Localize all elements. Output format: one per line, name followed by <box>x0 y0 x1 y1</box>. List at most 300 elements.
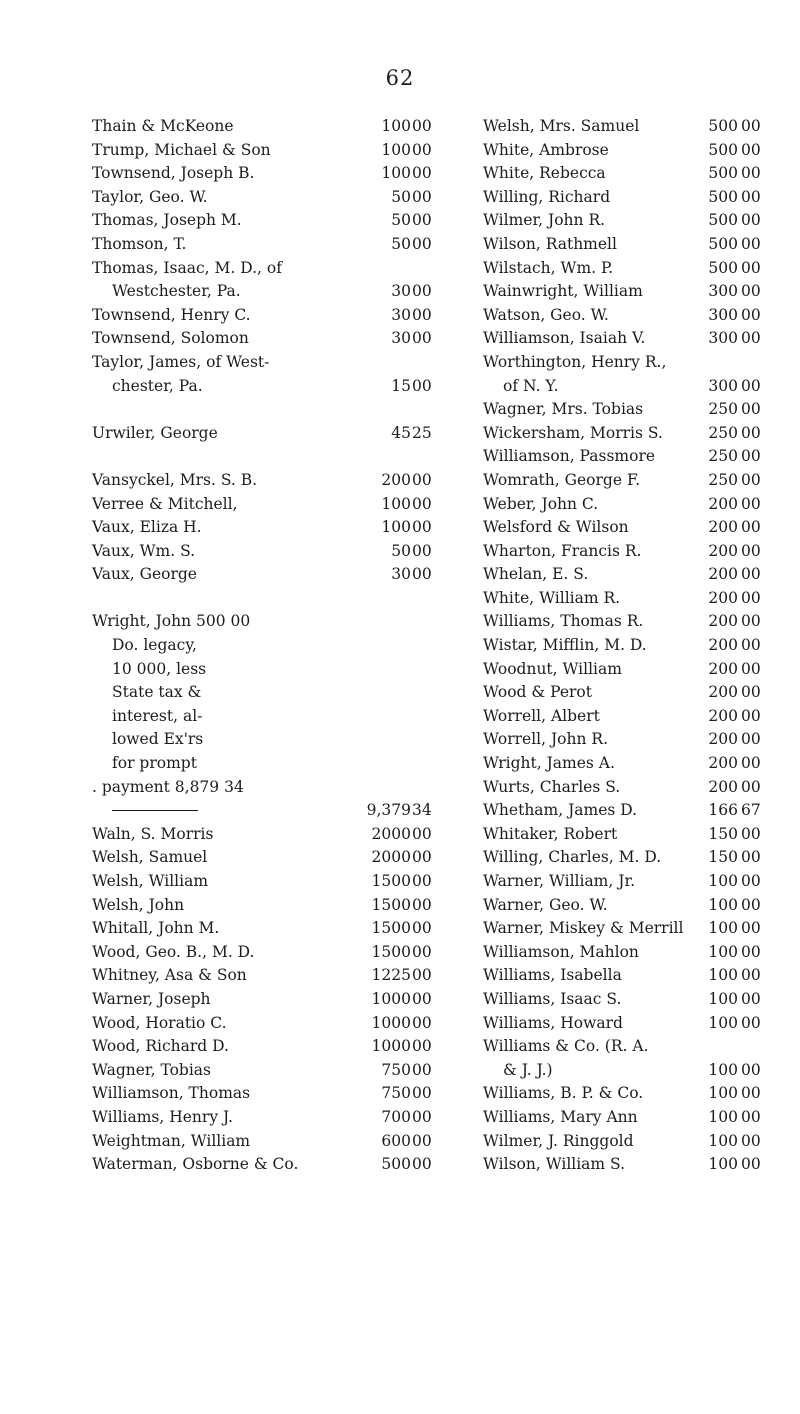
donor-name: Wagner, Mrs. Tobias <box>483 400 644 419</box>
list-item <box>483 658 768 682</box>
amount-cents: 00 <box>412 1013 432 1032</box>
list-item <box>483 1059 768 1083</box>
amount-cents: 00 <box>741 518 761 537</box>
donor-name: Warner, Geo. W. <box>483 895 608 914</box>
list-item <box>483 610 768 634</box>
amount-dollars: 1500 <box>371 919 411 938</box>
donor-name: Whitney, Asa & Son <box>92 966 247 985</box>
donor-name: Wharton, Francis R. <box>483 541 642 560</box>
list-item <box>483 186 768 210</box>
list-item <box>92 186 435 210</box>
amount-cents: 00 <box>412 824 432 843</box>
donor-name: Wilmer, John R. <box>483 211 606 230</box>
list-item <box>92 728 435 752</box>
amount-cents: 00 <box>741 164 761 183</box>
donor-name: Willing, Charles, M. D. <box>483 848 662 867</box>
donor-name: Welsh, Mrs. Samuel <box>483 117 640 135</box>
amount-cents: 25 <box>412 423 432 442</box>
amount-cents: 00 <box>412 140 432 159</box>
list-item <box>92 1106 435 1130</box>
amount-cents: 00 <box>412 966 432 985</box>
amount-dollars: 100 <box>708 989 738 1008</box>
amount-dollars: 50 <box>391 234 411 253</box>
list-item <box>483 516 768 540</box>
list-item <box>483 941 768 965</box>
amount-cents: 00 <box>741 659 761 678</box>
list-item <box>483 799 768 823</box>
list-item <box>92 1035 435 1059</box>
list-item <box>483 493 768 517</box>
amount-cents: 00 <box>741 258 761 277</box>
donor-name: interest, al- <box>112 706 203 725</box>
donor-name: Whelan, E. S. <box>483 565 589 584</box>
donor-name: Weber, John C. <box>483 494 599 513</box>
amount-dollars: 200 <box>708 518 738 537</box>
amount-cents: 00 <box>412 117 432 135</box>
amount-dollars: 300 <box>708 329 738 348</box>
donor-name: Watson, Geo. W. <box>483 305 609 324</box>
amount-dollars: 150 <box>708 824 738 843</box>
amount-cents: 00 <box>741 565 761 584</box>
list-item <box>92 1130 435 1154</box>
amount-dollars: 100 <box>381 140 411 159</box>
donor-name: Williamson, Passmore <box>483 447 656 466</box>
donor-name: Welsh, William <box>92 872 209 890</box>
amount-dollars: 1225 <box>371 966 411 985</box>
donor-name: Townsend, Henry C. <box>92 305 251 324</box>
page-number: 62 <box>385 66 415 90</box>
amount-cents: 00 <box>412 565 432 584</box>
amount-dollars: 300 <box>708 305 738 324</box>
list-item <box>92 894 435 918</box>
amount-cents: 00 <box>741 541 761 560</box>
amount-dollars: 30 <box>391 565 411 584</box>
amount-cents: 00 <box>412 1107 432 1126</box>
list-item <box>92 1012 435 1036</box>
amount-cents: 00 <box>412 234 432 253</box>
donor-name: Thain & McKeone <box>92 117 234 135</box>
list-item <box>92 705 435 729</box>
list-item <box>483 162 768 186</box>
donor-name: Wurts, Charles S. <box>483 777 621 796</box>
donor-name: Worthington, Henry R., <box>483 352 667 371</box>
donor-name: chester, Pa. <box>112 376 203 395</box>
list-item <box>92 634 435 658</box>
amount-cents: 00 <box>741 1060 761 1079</box>
list-item <box>92 917 435 941</box>
amount-dollars: 500 <box>708 187 738 206</box>
donor-name: Vaux, Wm. S. <box>92 541 196 560</box>
donor-name: Worrell, Albert <box>483 706 600 725</box>
donor-name: for prompt <box>112 754 197 773</box>
list-item <box>92 233 435 257</box>
list-item <box>92 445 435 469</box>
list-item <box>483 422 768 446</box>
amount-cents: 00 <box>741 1131 761 1150</box>
list-item <box>92 162 435 186</box>
list-item <box>92 1153 435 1177</box>
amount-cents: 00 <box>741 211 761 230</box>
amount-cents: 00 <box>741 1013 761 1032</box>
donor-name: White, William R. <box>483 588 621 607</box>
subtotal-rule <box>112 810 198 811</box>
list-item <box>483 988 768 1012</box>
list-item <box>92 587 435 611</box>
amount-dollars: 100 <box>708 895 738 914</box>
donor-name: . payment 8,879 34 <box>92 777 244 796</box>
donor-name: lowed Ex'rs <box>112 730 204 749</box>
amount-dollars: 100 <box>708 872 738 890</box>
amount-cents: 00 <box>412 1084 432 1103</box>
amount-cents: 00 <box>741 305 761 324</box>
amount-cents: 00 <box>412 1060 432 1079</box>
list-item <box>483 1082 768 1106</box>
amount-dollars: 45 <box>391 423 411 442</box>
amount-dollars: 500 <box>708 164 738 183</box>
list-item <box>483 587 768 611</box>
amount-cents: 00 <box>412 1155 432 1174</box>
amount-cents: 00 <box>741 187 761 206</box>
amount-dollars: 100 <box>381 164 411 183</box>
list-item <box>483 776 768 800</box>
amount-dollars: 500 <box>381 1155 411 1174</box>
donor-name: Taylor, James, of West- <box>92 352 270 371</box>
donor-name: Weightman, William <box>92 1131 251 1150</box>
list-item <box>483 728 768 752</box>
amount-cents: 00 <box>741 470 761 489</box>
list-item <box>92 493 435 517</box>
amount-cents: 00 <box>412 282 432 301</box>
donor-name: Welsh, John <box>92 895 185 914</box>
donor-name: Wilson, Rathmell <box>483 234 617 253</box>
list-item <box>483 870 768 894</box>
amount-dollars: 200 <box>708 730 738 749</box>
list-item <box>483 1012 768 1036</box>
donor-name: Williamson, Isaiah V. <box>483 329 646 348</box>
list-item <box>483 823 768 847</box>
donor-name: Wainwright, William <box>483 282 643 301</box>
list-item <box>483 705 768 729</box>
list-item <box>483 351 768 375</box>
donor-name: Thomson, T. <box>92 234 187 253</box>
amount-dollars: 166 <box>708 801 738 820</box>
donor-name: Williams, Isabella <box>483 966 622 985</box>
amount-dollars: 250 <box>708 470 738 489</box>
donor-name: Waln, S. Morris <box>92 824 214 843</box>
donor-name: Woodnut, William <box>483 659 622 678</box>
amount-dollars: 100 <box>708 1084 738 1103</box>
donor-name: Williams & Co. (R. A. <box>483 1037 649 1056</box>
donor-name: Wilmer, J. Ringgold <box>483 1131 634 1150</box>
amount-cents: 00 <box>741 777 761 796</box>
donor-name: & J. J.) <box>503 1060 553 1079</box>
donor-name: Verree & Mitchell, <box>92 494 238 513</box>
amount-cents: 00 <box>741 895 761 914</box>
amount-dollars: 200 <box>708 565 738 584</box>
donor-name: Wood & Perot <box>483 683 592 702</box>
amount-cents: 00 <box>741 282 761 301</box>
amount-dollars: 30 <box>391 329 411 348</box>
donor-name: Taylor, Geo. W. <box>92 187 208 206</box>
donor-name: Townsend, Solomon <box>92 329 249 348</box>
donor-name: Thomas, Isaac, M. D., of <box>92 258 282 277</box>
amount-dollars: 15 <box>391 376 411 395</box>
amount-dollars: 1000 <box>371 1013 411 1032</box>
list-item <box>483 540 768 564</box>
amount-dollars: 300 <box>708 282 738 301</box>
list-item <box>92 870 435 894</box>
donor-name: Worrell, John R. <box>483 730 609 749</box>
amount-cents: 00 <box>741 683 761 702</box>
donor-name: Warner, Joseph <box>92 989 211 1008</box>
amount-cents: 00 <box>741 848 761 867</box>
list-item <box>92 375 435 399</box>
list-item <box>92 209 435 233</box>
donor-name: Williams, Howard <box>483 1013 623 1032</box>
list-item <box>483 445 768 469</box>
amount-dollars: 30 <box>391 305 411 324</box>
amount-cents: 00 <box>412 872 432 890</box>
donor-name: Womrath, George F. <box>483 470 641 489</box>
list-item <box>92 823 435 847</box>
amount-dollars: 200 <box>708 659 738 678</box>
list-item <box>92 540 435 564</box>
list-item <box>483 398 768 422</box>
amount-cents: 00 <box>741 423 761 442</box>
amount-dollars: 100 <box>708 1013 738 1032</box>
amount-cents: 34 <box>412 801 432 820</box>
list-item <box>483 233 768 257</box>
donor-name: Wilson, William S. <box>483 1155 626 1174</box>
amount-cents: 00 <box>412 1037 432 1056</box>
amount-cents: 00 <box>741 376 761 395</box>
amount-dollars: 1500 <box>371 872 411 890</box>
amount-dollars: 200 <box>708 541 738 560</box>
amount-cents: 00 <box>412 919 432 938</box>
amount-cents: 00 <box>741 754 761 773</box>
donor-name: Thomas, Joseph M. <box>92 211 242 230</box>
list-item <box>483 139 768 163</box>
list-item <box>92 115 435 139</box>
amount-dollars: 100 <box>708 1131 738 1150</box>
amount-cents: 00 <box>412 470 432 489</box>
donor-name: Williams, Mary Ann <box>483 1107 638 1126</box>
amount-cents: 00 <box>741 140 761 159</box>
list-item <box>483 280 768 304</box>
amount-dollars: 1500 <box>371 942 411 961</box>
amount-dollars: 250 <box>708 400 738 419</box>
amount-dollars: 50 <box>391 187 411 206</box>
amount-dollars: 2000 <box>371 824 411 843</box>
amount-cents: 00 <box>741 824 761 843</box>
donor-name: Wilstach, Wm. P. <box>483 258 614 277</box>
donor-name: Wagner, Tobias <box>92 1060 212 1079</box>
amount-dollars: 750 <box>381 1084 411 1103</box>
amount-cents: 00 <box>412 329 432 348</box>
list-item <box>483 209 768 233</box>
donor-name: Williams, Henry J. <box>92 1107 233 1126</box>
donor-name: Williamson, Thomas <box>92 1084 251 1103</box>
donor-name: Whitall, John M. <box>92 919 220 938</box>
list-item <box>483 752 768 776</box>
list-item <box>92 964 435 988</box>
donor-name: Wickersham, Morris S. <box>483 423 663 442</box>
donor-name: Wood, Richard D. <box>92 1037 229 1056</box>
amount-cents: 00 <box>412 518 432 537</box>
list-item <box>92 351 435 375</box>
amount-dollars: 100 <box>708 966 738 985</box>
amount-cents: 00 <box>412 211 432 230</box>
amount-dollars: 200 <box>708 588 738 607</box>
amount-dollars: 50 <box>391 541 411 560</box>
amount-cents: 00 <box>741 1155 761 1174</box>
donor-name: Waterman, Osborne & Co. <box>92 1155 299 1174</box>
list-item <box>483 1035 768 1059</box>
amount-cents: 00 <box>741 612 761 631</box>
list-item <box>92 469 435 493</box>
list-item <box>92 304 435 328</box>
amount-cents: 00 <box>412 164 432 183</box>
donor-name: Urwiler, George <box>92 423 218 442</box>
donor-name: Wistar, Mifflin, M. D. <box>483 636 647 655</box>
amount-dollars: 100 <box>708 1155 738 1174</box>
donor-name: Trump, Michael & Son <box>92 140 271 159</box>
amount-dollars: 600 <box>381 1131 411 1150</box>
amount-dollars: 150 <box>708 848 738 867</box>
donor-name: Vaux, George <box>92 565 197 584</box>
list-item <box>92 280 435 304</box>
donor-name: Wright, James A. <box>483 754 615 773</box>
amount-dollars: 100 <box>381 494 411 513</box>
donor-name: White, Rebecca <box>483 164 606 183</box>
amount-dollars: 200 <box>708 706 738 725</box>
amount-cents: 00 <box>741 329 761 348</box>
list-item <box>483 1106 768 1130</box>
donor-name: 10 000, less <box>112 659 207 678</box>
list-item <box>483 634 768 658</box>
list-item <box>92 610 435 634</box>
donor-name: Welsford & Wilson <box>483 518 629 537</box>
list-item <box>92 752 435 776</box>
amount-cents: 00 <box>412 989 432 1008</box>
list-item <box>483 1130 768 1154</box>
amount-dollars: 200 <box>708 494 738 513</box>
list-item <box>92 257 435 281</box>
donor-name: State tax & <box>112 683 202 702</box>
list-item <box>92 846 435 870</box>
list-item <box>483 1153 768 1177</box>
amount-dollars: 500 <box>708 234 738 253</box>
list-item <box>92 1059 435 1083</box>
amount-dollars: 200 <box>708 683 738 702</box>
amount-dollars: 100 <box>708 1060 738 1079</box>
list-item <box>483 681 768 705</box>
amount-cents: 00 <box>741 989 761 1008</box>
donor-name: Williams, Isaac S. <box>483 989 622 1008</box>
amount-cents: 67 <box>741 801 761 820</box>
amount-dollars: 1000 <box>371 989 411 1008</box>
donor-name: Whitaker, Robert <box>483 824 618 843</box>
amount-dollars: 200 <box>708 612 738 631</box>
amount-cents: 00 <box>741 588 761 607</box>
donor-name: Wood, Geo. B., M. D. <box>92 942 255 961</box>
list-item <box>483 846 768 870</box>
amount-cents: 00 <box>741 447 761 466</box>
list-item <box>92 1082 435 1106</box>
amount-dollars: 500 <box>708 211 738 230</box>
amount-cents: 00 <box>741 1084 761 1103</box>
amount-dollars: 750 <box>381 1060 411 1079</box>
amount-cents: 00 <box>741 966 761 985</box>
donor-name: Williams, Thomas R. <box>483 612 644 631</box>
amount-dollars: 200 <box>708 777 738 796</box>
donor-name: White, Ambrose <box>483 140 609 159</box>
list-item <box>483 917 768 941</box>
donor-name: Townsend, Joseph B. <box>92 164 255 183</box>
donor-name: Williams, B. P. & Co. <box>483 1084 644 1103</box>
donor-name: of N. Y. <box>503 376 559 395</box>
list-item <box>483 257 768 281</box>
list-item <box>483 469 768 493</box>
amount-cents: 00 <box>741 636 761 655</box>
donor-name: Wright, John 500 00 <box>92 612 251 631</box>
amount-cents: 00 <box>741 117 761 135</box>
donor-name: Warner, William, Jr. <box>483 872 636 890</box>
donor-name: Do. legacy, <box>112 636 197 655</box>
amount-dollars: 100 <box>381 518 411 537</box>
amount-cents: 00 <box>412 895 432 914</box>
amount-cents: 00 <box>741 706 761 725</box>
amount-dollars: 1500 <box>371 895 411 914</box>
amount-dollars: 1000 <box>371 1037 411 1056</box>
list-item <box>92 422 435 446</box>
amount-dollars: 200 <box>708 754 738 773</box>
list-item <box>483 375 768 399</box>
amount-cents: 00 <box>741 234 761 253</box>
list-item <box>92 327 435 351</box>
donor-name: Willing, Richard <box>483 187 611 206</box>
list-item <box>483 964 768 988</box>
list-item <box>92 139 435 163</box>
amount-dollars: 500 <box>708 258 738 277</box>
amount-dollars: 9,379 <box>366 801 411 820</box>
amount-dollars: 500 <box>708 140 738 159</box>
amount-cents: 00 <box>412 541 432 560</box>
amount-dollars: 500 <box>708 117 738 135</box>
list-item <box>483 115 768 139</box>
donor-name: Welsh, Samuel <box>92 848 208 867</box>
amount-dollars: 2000 <box>371 848 411 867</box>
amount-dollars: 30 <box>391 282 411 301</box>
amount-cents: 00 <box>741 942 761 961</box>
left-column <box>92 115 435 1177</box>
amount-cents: 00 <box>412 187 432 206</box>
amount-cents: 00 <box>741 730 761 749</box>
list-item <box>92 398 435 422</box>
donor-name: Westchester, Pa. <box>112 282 241 301</box>
amount-cents: 00 <box>741 400 761 419</box>
list-item <box>92 681 435 705</box>
amount-dollars: 100 <box>708 919 738 938</box>
amount-cents: 00 <box>412 848 432 867</box>
amount-dollars: 200 <box>708 636 738 655</box>
list-item <box>92 988 435 1012</box>
donor-name: Williamson, Mahlon <box>483 942 639 961</box>
list-item <box>92 516 435 540</box>
list-item <box>483 304 768 328</box>
list-item <box>92 799 435 823</box>
list-item <box>483 894 768 918</box>
